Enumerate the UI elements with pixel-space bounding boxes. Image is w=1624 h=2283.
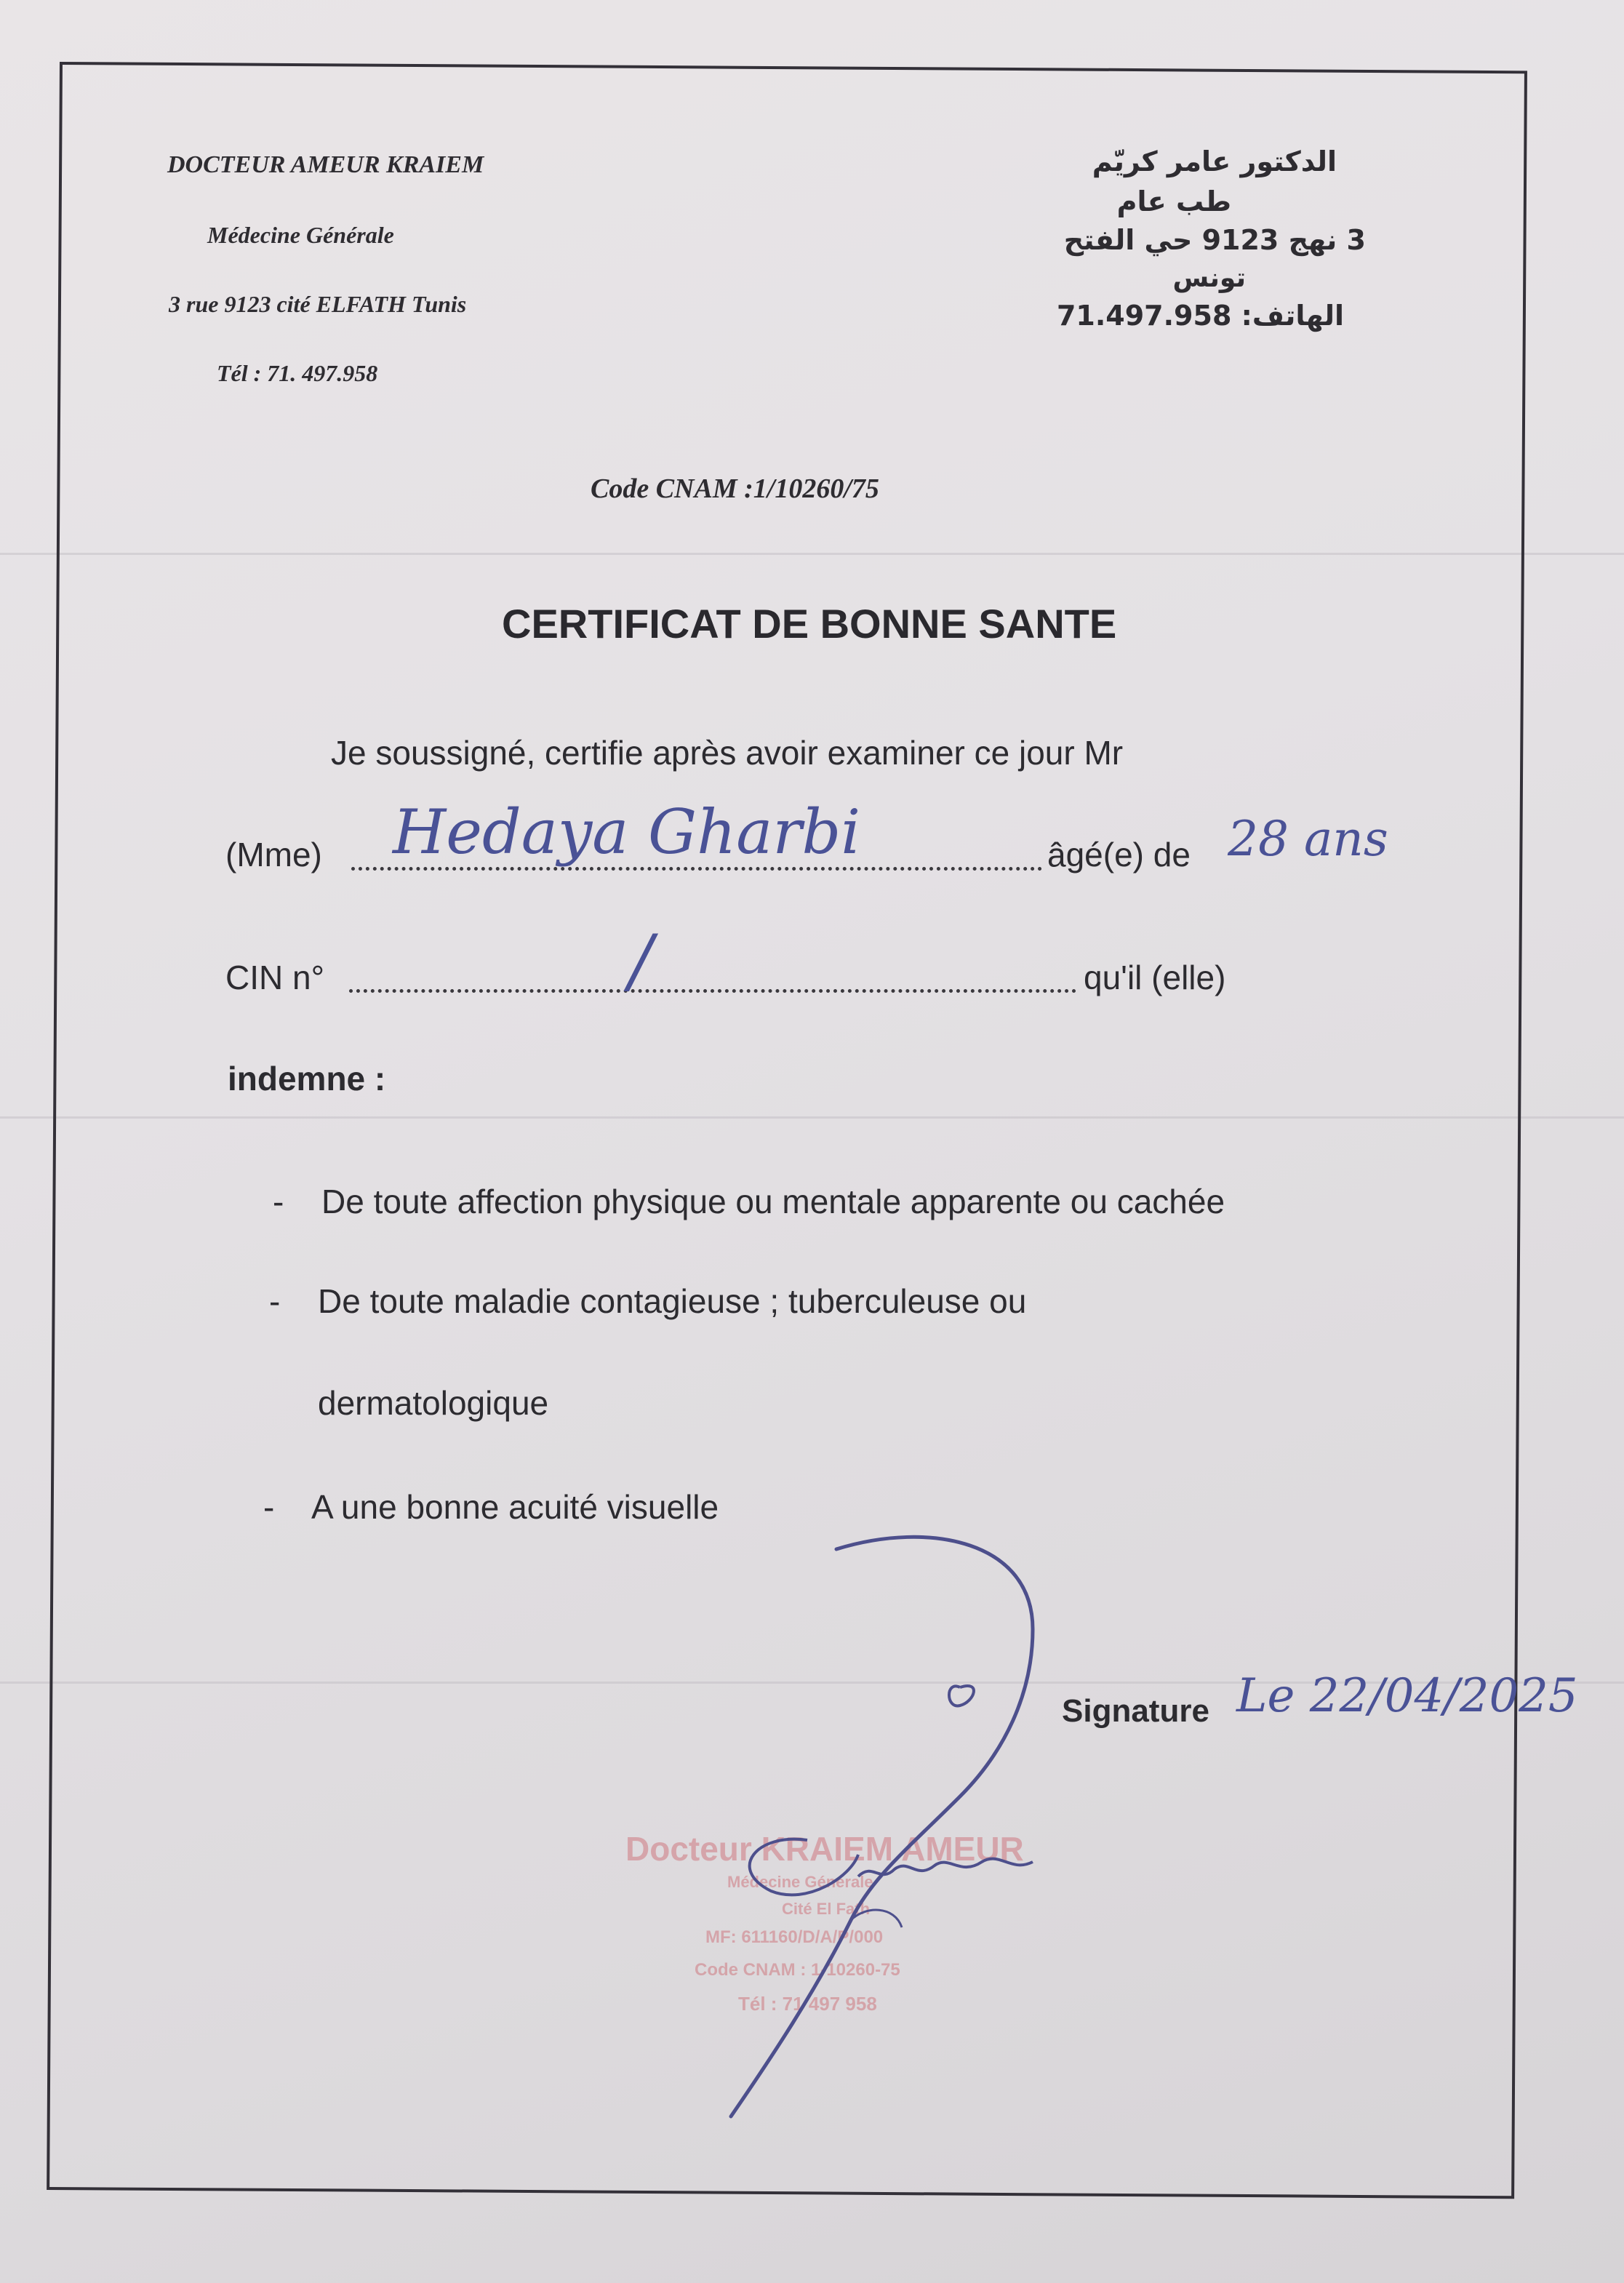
address-ar: 3 نهج 9123 حي الفتح <box>1063 224 1366 256</box>
bullet-item: A une bonne acuité visuelle <box>311 1488 719 1526</box>
specialty-fr: Médecine Générale <box>207 222 394 248</box>
intro-text: Je soussigné, certifie après avoir examiner ce jour Mr <box>331 734 1124 772</box>
certificate-title: CERTIFICAT DE BONNE SANTE <box>502 601 1117 647</box>
mme-label: (Mme) <box>225 836 322 873</box>
bullet-item: De toute maladie contagieuse ; tuberculeuse ou <box>318 1282 1027 1320</box>
bullet-item-continuation: dermatologique <box>318 1384 549 1422</box>
doctor-name-ar: الدكتور عامر كريّم <box>1092 145 1337 177</box>
age-label: âgé(e) de <box>1047 836 1191 873</box>
doctor-name-fr: DOCTEUR AMEUR KRAIEM <box>167 151 484 178</box>
bullet-item: De toute affection physique ou mentale apparente ou cachée <box>321 1183 1225 1220</box>
address-fr: 3 rue 9123 cité ELFATH Tunis <box>169 291 467 317</box>
handwritten-date: Le 22/04/2025 <box>1236 1669 1578 1723</box>
phone-ar: الهاتف: 71.497.958 <box>1056 300 1344 332</box>
signature-label: Signature <box>1062 1693 1209 1729</box>
cin-label: CIN n° <box>225 959 324 996</box>
quil-label: qu'il (elle) <box>1084 959 1226 996</box>
phone-fr: Tél : 71. 497.958 <box>217 360 378 386</box>
stamp-mf: MF: 611160/D/A/P/000 <box>705 1927 884 1947</box>
bullet-dash: - <box>263 1488 275 1526</box>
bullet-dash: - <box>273 1183 284 1220</box>
code-cnam: Code CNAM :1/10260/75 <box>591 473 879 504</box>
indemne-label: indemne : <box>228 1060 386 1097</box>
stamp-cnam: Code CNAM : 1-10260-75 <box>695 1960 900 1980</box>
stamp-address: Cité El Fath <box>782 1900 871 1918</box>
handwritten-name: Hedaya Gharbi <box>393 796 861 868</box>
city-ar: تونس <box>1172 263 1246 293</box>
handwritten-cin: / <box>629 920 653 1001</box>
handwritten-age: 28 ans <box>1228 811 1388 867</box>
specialty-ar: طب عام <box>1116 185 1231 217</box>
stamp-phone: Tél : 71 497 958 <box>738 1993 877 2015</box>
stamp-doctor: Docteur KRAIEM AMEUR <box>625 1830 1024 1868</box>
bullet-dash: - <box>269 1282 281 1320</box>
stamp-specialty: Médecine Générale <box>727 1873 873 1891</box>
